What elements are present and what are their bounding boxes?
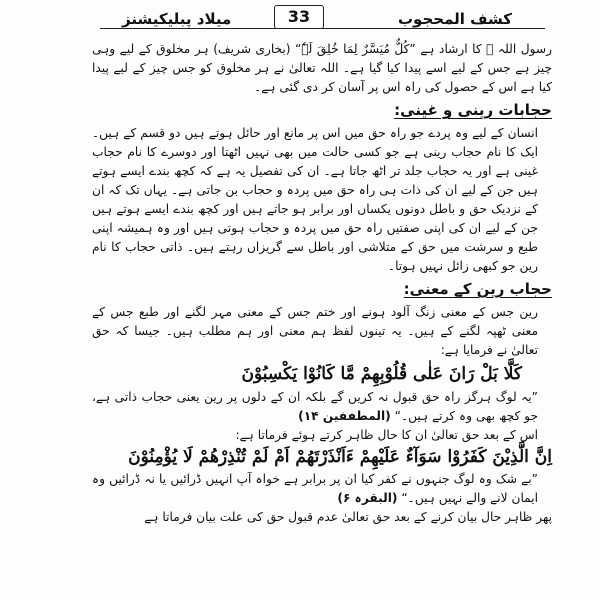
publisher-name: ميلاد پبليكيشنز [122,10,232,28]
quran-verse-mutaffifin: كَلَّا بَلْ رَانَ عَلٰى قُلُوْبِهِمْ مَّا كَانُوْا يَكْسِبُوْنَ [241,364,522,384]
verse-translation-1 [92,388,552,426]
paragraph-closing: پھر ظاہر حال بیان کرنے کے بعد حق تعالیٰ عدم قبول حق کی علت بیان فرماتا ہے [144,510,552,524]
quran-verse-baqarah: اِنَّ الَّذِيْنَ كَفَرُوْا سَوَآءٌ عَلَيْهِمْ ءَاَنْذَرْتَهُمْ اَمْ لَمْ تُنْذِرْهُمْ لَا يُؤْمِنُوْنَ [128,447,552,467]
page-body [92,40,552,527]
section-heading-rain-meaning: حجاب رین کے معنی: [403,280,552,298]
header-divider [100,28,545,29]
translation-text-2: ”بے شک وہ لوگ جنہوں نے کفر کیا ان پر برابر ہے خواہ آپ انہیں ڈرائیں یا نہ ڈرائیں وہ ایمان لانے والے نہیں ہیں۔“ [92,472,538,505]
section-heading-hijabat: حجابات رینی و غینی: [394,101,552,119]
page-header [0,0,600,28]
paragraph-rain-meaning: رین جس کے معنی زنگ آلود ہونے اور ختم جس کے معنی مہر لگنے اور طبع جس کے معنی ٹھپہ لگنے کے ہیں۔ یہ تینوں لفظ ہم معنی اور ہم مطلب ہیں۔ جیسا کہ حق تعالیٰ نے فرمایا ہے: [92,305,538,357]
verse-translation-2 [92,470,552,508]
paragraph-hijab-types: انسان کے لیے وہ پردے جو راہ حق میں اس پر مانع اور حائل ہوتے ہیں دو قسم کے ہیں۔ ایک کا نام حجاب رینی ہے جو کسی حالت میں بھی نہیں اٹھتا اور دوسرے کا نام حجاب غینی ہے اور یہ حجاب جلد تر اٹھ جاتا ہے۔ ان کی تفصیل یہ ہے کہ کچھ بندے ایسے ہوتے ہیں جن کے لیے ان کی ذات ہی راہ حق میں پردہ و حجاب بن جاتی ہے۔ یہاں تک کہ ان کے نزدیک حق و باطل دونوں یکساں اور برابر ہو جاتے ہیں اور کچھ بندے ایسے ہوتے ہیں جن کے لیے ان کی اپنی صفتیں راہ حق میں پردہ و حجاب ہوتی ہیں اور وہ ہمیشہ اپنی طبع و سرشت میں حق کے متلاشی اور باطل سے گریزاں رہتے ہیں۔ ذاتی حجاب کا نام رین جو کبھی زائل نہیں ہوتا۔ [92,126,538,273]
book-title: كشف المحجوب [397,10,512,28]
paragraph-intro-verse-2: اس کے بعد حق تعالیٰ ان کا حال ظاہر کرتے ہوئے فرماتا ہے: [235,428,538,442]
page-number: 33 [274,5,324,29]
verse-reference-2: (البقرہ ۶) [337,491,398,505]
paragraph-hadith: رسول اللہ ﷺ کا ارشاد ہے ”کُلٌّ مُیَسَّرٌ لِمَا خُلِقَ لَہٗ“ (بخاری شریف) ہر مخلوق کے لیے وہی چیز ہے جس کے لیے اسے پیدا کیا گیا ہے۔ اللہ تعالیٰ نے ہر مخلوق کو جس چیز کے لیے پیدا کیا ہے اس کے حصول کی راہ اس پر آسان کر دی گئی ہے۔ [92,42,552,94]
translation-text-1: ”یہ لوگ ہرگز راہ حق قبول نہ کریں گے بلکہ ان کے دلوں پر رین یعنی حجاب ذاتی ہے، جو کچھ بھی وہ کرتے ہیں۔“ [92,390,538,423]
verse-reference-1: (المطففین ۱۴) [298,409,391,423]
